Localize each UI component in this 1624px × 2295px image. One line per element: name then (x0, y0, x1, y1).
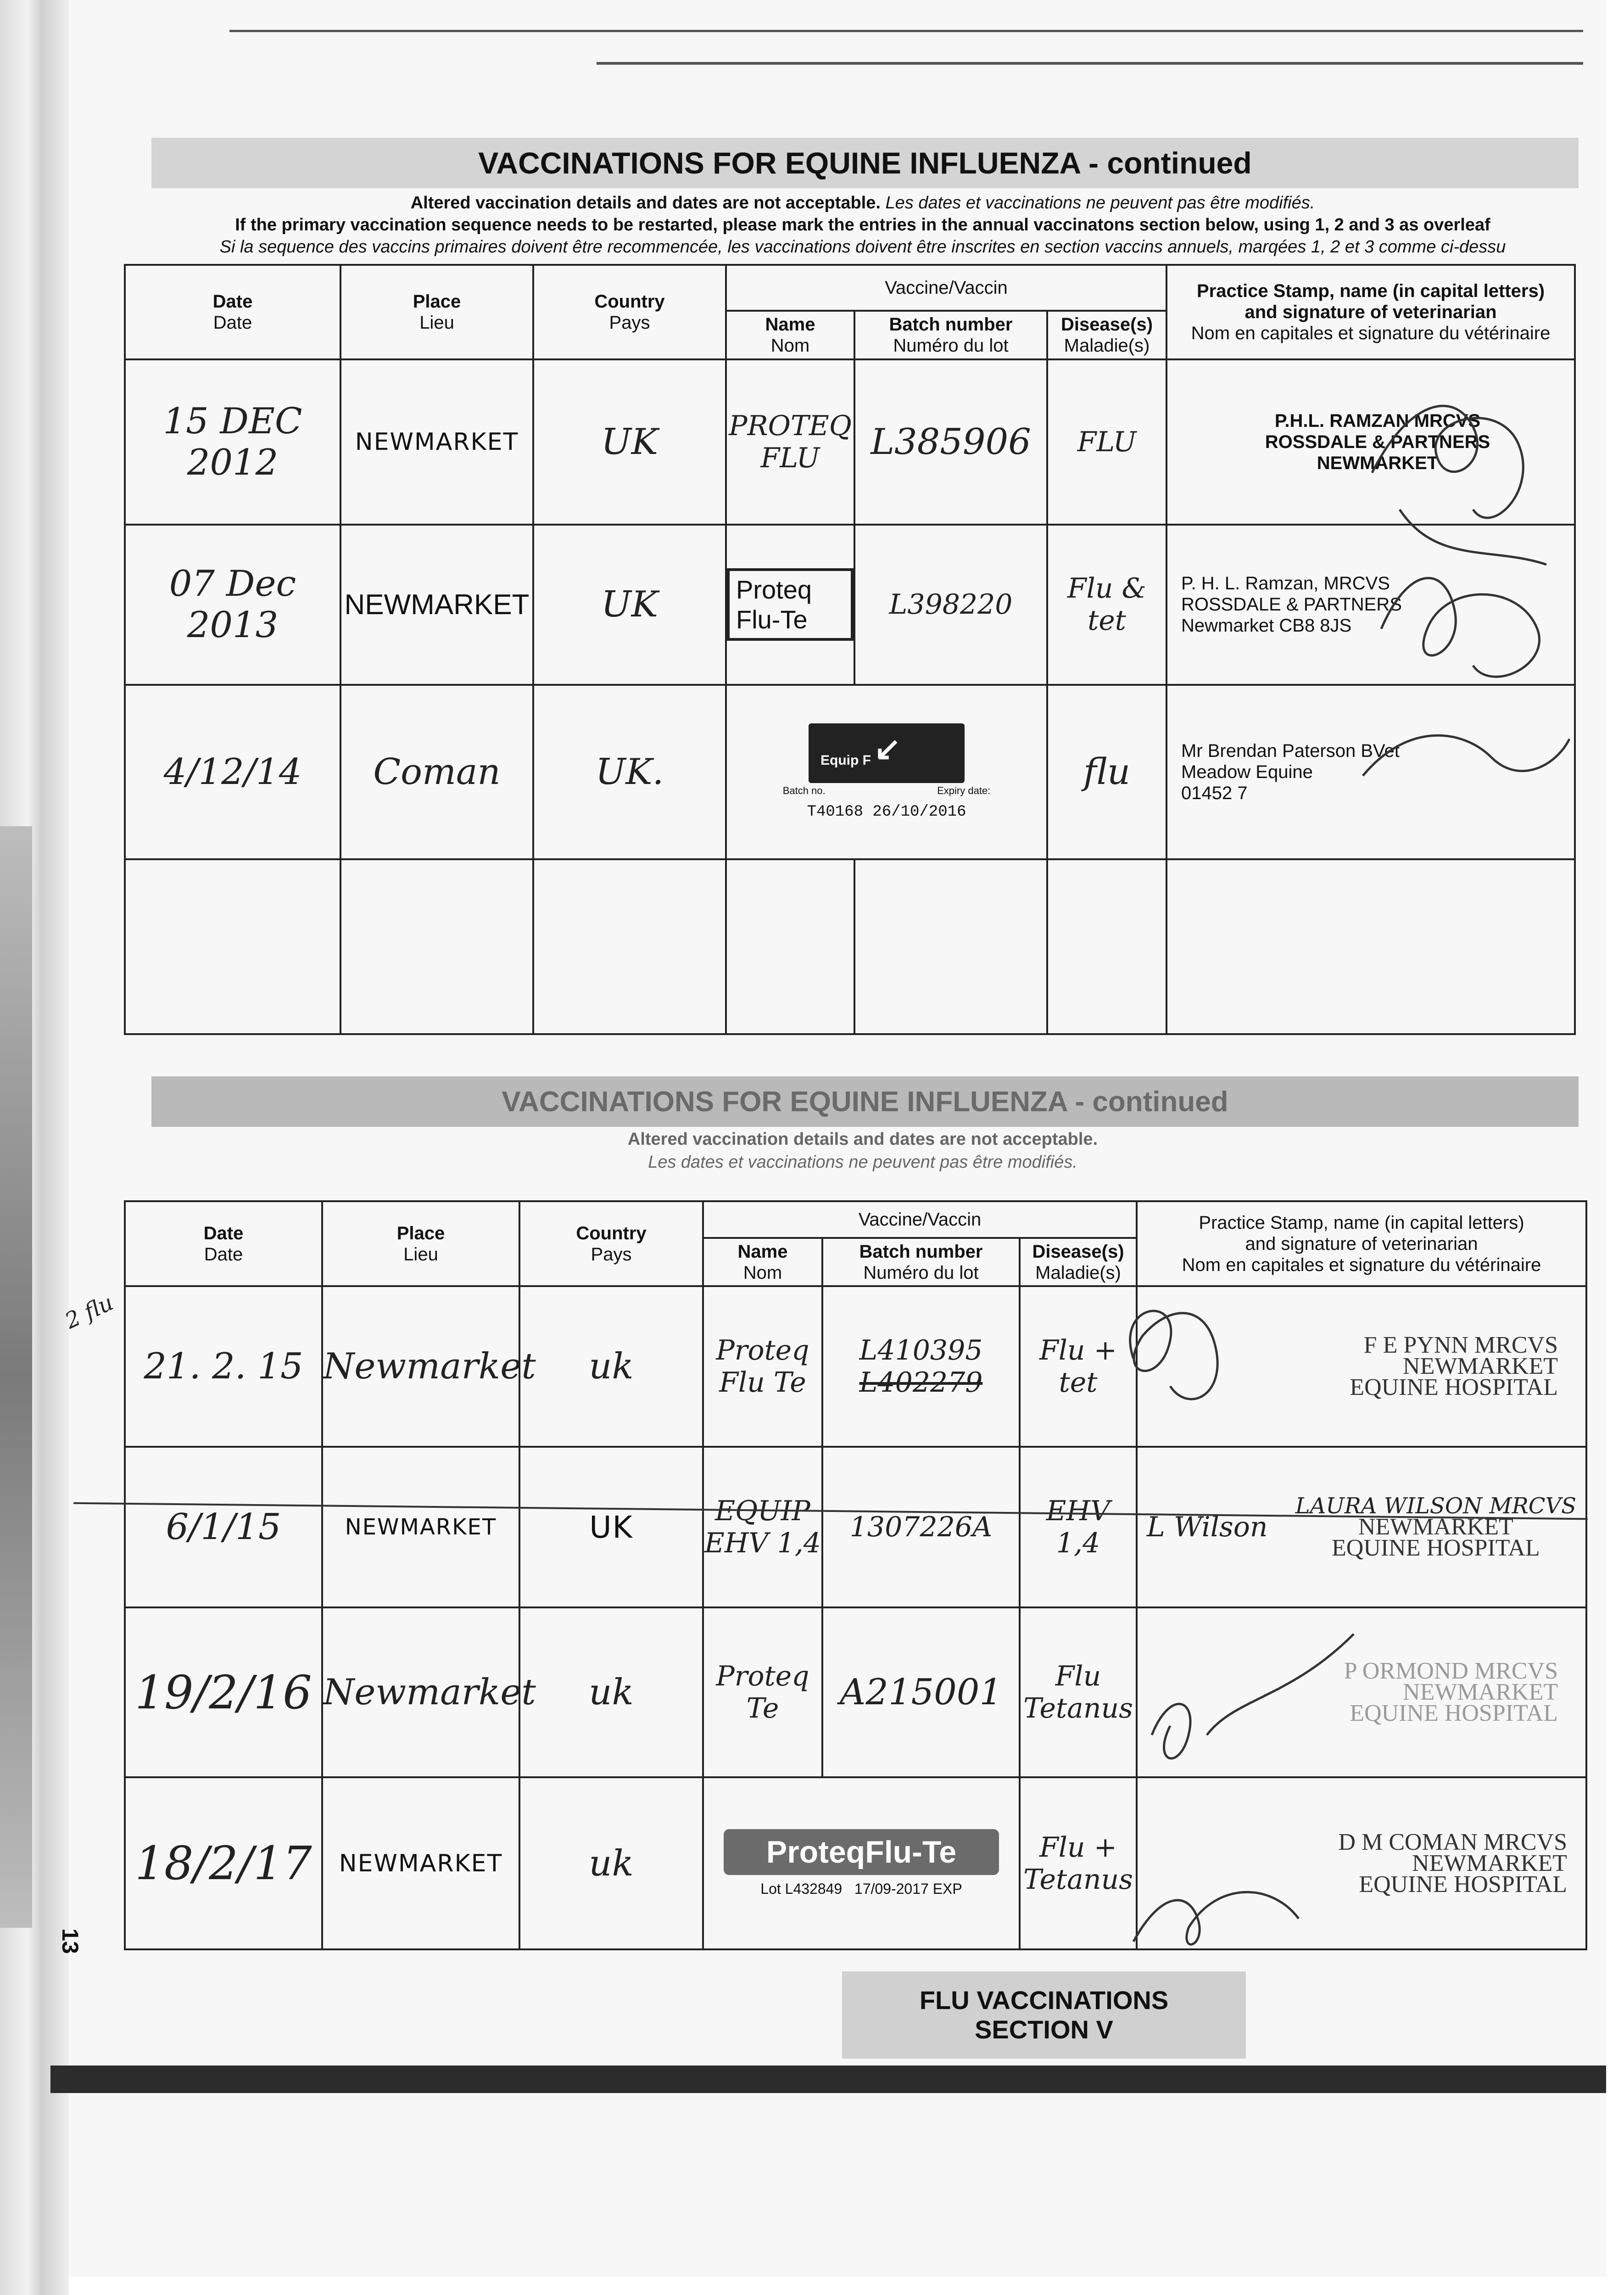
lrow4-country: uk (589, 1842, 634, 1884)
proteq-label-meta (704, 1881, 1019, 1898)
row1-date: 15 DEC 2012 (163, 400, 302, 483)
page-footer-bar (50, 2066, 1606, 2093)
lrow2-vet-hospital: EQUINE HOSPITAL (1332, 1535, 1540, 1561)
lrow1-vet-town: NEWMARKET (1403, 1353, 1558, 1379)
lrow3-vet-name: P ORMOND MRCVS (1344, 1658, 1558, 1684)
lrow3-date: 19/2/16 (135, 1665, 312, 1719)
equip-label (809, 723, 965, 783)
row3-batch: T40168 26/10/2016 (807, 803, 966, 821)
arrow-icon: ↙ (874, 730, 901, 767)
row2-disease: Flu & tet (1067, 572, 1146, 637)
lrow1-vet-hospital: EQUINE HOSPITAL (1350, 1374, 1558, 1400)
proteq-lot-caption: Lot (760, 1881, 781, 1897)
proteq-label: ProteqFlu-Te (724, 1829, 999, 1875)
lrow2-vet-name: LAURA WILSON (1295, 1493, 1483, 1519)
row1-batch: L385906 (871, 421, 1031, 463)
lrow4-place: NEWMARKET (339, 1849, 503, 1877)
lrow2-name: EQUIP EHV 1,4 (704, 1495, 821, 1559)
upper-note-1-en: Altered vaccination details and dates are not acceptable. (410, 193, 881, 213)
lower-header-practice: Practice Stamp, name (in capital letters) and signature of veterinarian Nom en capitales et signature du vétérinaire (1137, 1201, 1586, 1286)
row1-disease: FLU (1077, 425, 1137, 458)
lower-header-name: Name Nom (703, 1238, 822, 1286)
header-batch: Batch number Numéro du lot (854, 311, 1047, 359)
lrow4-disease: Flu + Tetanus (1023, 1831, 1133, 1896)
lrow1-place: Newmarket (323, 1346, 536, 1387)
lrow4-date: 18/2/17 (135, 1836, 312, 1890)
lrow3-disease: Flu Tetanus (1023, 1660, 1133, 1724)
lower-header-country: Country Pays (519, 1201, 703, 1286)
row2-country: UK (601, 584, 658, 626)
lrow4-vet-name: D M COMAN MRCVS (1338, 1829, 1567, 1855)
top-rule (229, 30, 1583, 32)
equip-label-name: Equip F (820, 752, 871, 768)
row3-vet-phone: 01452 7 (1181, 783, 1248, 803)
row3-disease: flu (1083, 751, 1131, 793)
lrow2-country: UK (589, 1509, 633, 1545)
lrow3-batch: A215001 (839, 1672, 1003, 1713)
section-box-subtitle: SECTION V (975, 2015, 1113, 2044)
lrow4-vet-town: NEWMARKET (1412, 1850, 1567, 1876)
upper-note-1 (138, 193, 1588, 213)
row1-vet-name: P.H.L. RAMZAN MRCVS (1274, 410, 1481, 431)
lrow2-batch: 1307226A (849, 1511, 993, 1543)
lrow2-vet-town: NEWMARKET (1358, 1514, 1513, 1540)
header-disease: Disease(s) Maladie(s) (1047, 311, 1166, 359)
upper-note-2: If the primary vaccination sequence needs to be restarted, please mark the entries in the annual vaccinatons section below, using 1, 2 and 3 as overleaf (235, 215, 1490, 235)
header-place: Place Lieu (340, 265, 533, 359)
upper-banner: VACCINATIONS FOR EQUINE INFLUENZA - continued (151, 138, 1579, 188)
binding-shadow (0, 826, 32, 1928)
lrow4-vet-hospital: EQUINE HOSPITAL (1359, 1871, 1567, 1898)
lower-note-1: Altered vaccination details and dates are not acceptable. (627, 1130, 1098, 1149)
row1-vet-town: NEWMARKET (1317, 453, 1439, 473)
row3-date: 4/12/14 (163, 751, 302, 793)
row3-vet-name: Mr Brendan Paterson BVet (1181, 740, 1400, 761)
row3-vet-practice: Meadow Equine (1181, 761, 1313, 782)
lrow2-signature: L Wilson (1147, 1511, 1268, 1543)
lrow4-batch: L432849 (785, 1881, 843, 1897)
lrow1-date: 21. 2. 15 (144, 1346, 303, 1387)
vet-signatures-upper (1354, 372, 1583, 785)
row2-vet-town: Newmarket CB8 8JS (1181, 616, 1352, 636)
row2-place: NEWMARKET (344, 588, 530, 621)
lrow3-name: Proteq Te (716, 1660, 809, 1724)
lower-note-2: Les dates et vaccinations ne peuvent pas être modifiés. (648, 1153, 1077, 1172)
lrow3-vet-hospital: EQUINE HOSPITAL (1350, 1700, 1558, 1726)
row1-place: NEWMARKET (355, 428, 519, 456)
table-row-empty (125, 859, 1575, 1034)
lrow1-batch-struck: L402279 (859, 1366, 983, 1399)
section-box-title: FLU VACCINATIONS (919, 1986, 1169, 2015)
lrow1-country: uk (589, 1346, 634, 1387)
row3-place: Coman (373, 751, 501, 793)
lrow2-place: NEWMARKET (345, 1514, 497, 1540)
vet-signatures-lower (1097, 1285, 1372, 1965)
lrow1-name: Proteq Flu Te (716, 1334, 809, 1399)
lrow2-date: 6/1/15 (166, 1506, 281, 1548)
lower-header-disease: Disease(s) Maladie(s) (1020, 1238, 1137, 1286)
row2-batch: L398220 (889, 588, 1013, 621)
header-country: Country Pays (533, 265, 726, 359)
lrow2-vet-title: MRCVS (1489, 1493, 1576, 1519)
lrow3-vet-town: NEWMARKET (1403, 1679, 1558, 1705)
lrow3-place: Newmarket (323, 1672, 536, 1713)
row1-country: UK (601, 421, 658, 463)
top-rule-2 (597, 62, 1583, 65)
row1-name: PROTEQ FLU (729, 409, 852, 474)
row2-name-stamp: Proteq Flu-Te (727, 568, 854, 641)
row1-vet-practice: ROSSDALE & PARTNERS (1265, 431, 1490, 452)
proteq-exp-caption: EXP (932, 1881, 962, 1897)
equip-label-batch-caption: Batch no. (782, 784, 826, 796)
lrow2-disease: EHV 1,4 (1046, 1495, 1111, 1559)
lower-banner: VACCINATIONS FOR EQUINE INFLUENZA - continued (151, 1076, 1579, 1127)
row2-vet-name: P. H. L. Ramzan, MRCVS (1181, 573, 1390, 594)
lrow1-disease: Flu + tet (1039, 1334, 1117, 1399)
header-name: Name Nom (726, 311, 854, 359)
lrow1-vet-name: F E PYNN MRCVS (1363, 1332, 1558, 1358)
header-practice: Practice Stamp, name (in capital letters) and signature of veterinarian Nom en capitales et signature du vétérinaire (1166, 265, 1575, 359)
lower-header-date: Date Date (125, 1201, 322, 1286)
lower-header-place: Place Lieu (322, 1201, 519, 1286)
row2-date: 07 Dec 2013 (169, 563, 296, 646)
upper-note-3: Si la sequence des vaccins primaires doivent être recommencée, les vaccinations doivent être inscrites en section vaccins annuels, marqées 1, 2 et 3 comme ci-dessu (219, 237, 1506, 257)
row2-vet-practice: ROSSDALE & PARTNERS (1181, 594, 1402, 615)
lower-header-vaccine: Vaccine/Vaccin (703, 1201, 1137, 1238)
header-vaccine: Vaccine/Vaccin (726, 265, 1166, 311)
margin-note: 2 flu (61, 1289, 117, 1334)
header-date: Date Date (125, 265, 340, 359)
row3-country: UK. (595, 751, 664, 793)
section-box (842, 1971, 1246, 2059)
lrow4-expiry: 17/09-2017 (854, 1881, 929, 1897)
lrow1-batch: L410395 (859, 1334, 983, 1366)
lower-header-batch: Batch number Numéro du lot (822, 1238, 1020, 1286)
lrow3-country: uk (589, 1672, 634, 1713)
page-number: 13 (57, 1928, 83, 1954)
equip-label-expiry-caption: Expiry date: (937, 784, 991, 796)
upper-note-1-fr: Les dates et vaccinations ne peuvent pas être modifiés. (885, 193, 1315, 213)
